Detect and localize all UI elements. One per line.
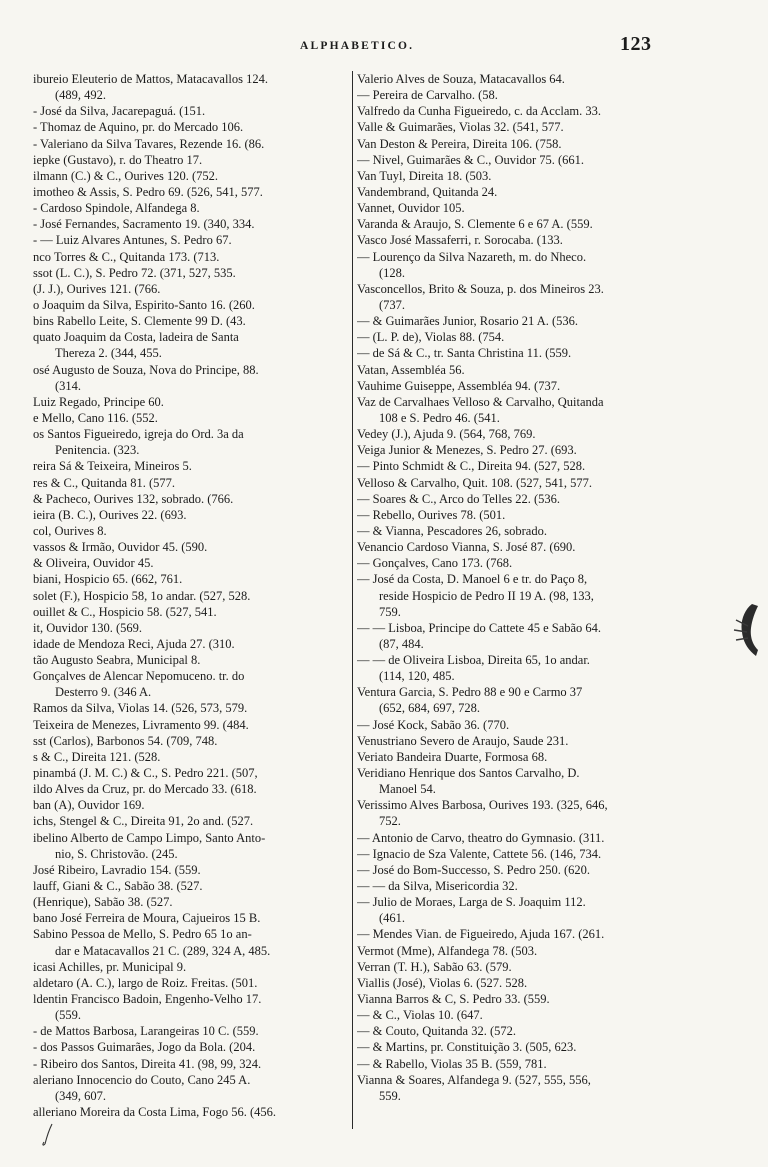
- directory-entry-line: — & Martins, pr. Constituição 3. (505, 623.: [357, 1040, 577, 1055]
- directory-entry-line: Veridiano Henrique dos Santos Carvalho, D.: [357, 766, 580, 781]
- directory-entry-line: - Valeriano da Silva Tavares, Rezende 16. (86.: [33, 136, 265, 151]
- directory-entry-line: Penitencia. (323.: [55, 443, 140, 458]
- directory-entry-line: sst (Carlos), Barbonos 54. (709, 748.: [33, 733, 218, 748]
- directory-entry-line: Vaz de Carvalhaes Velloso & Carvalho, Quitanda: [357, 394, 604, 409]
- directory-entry-line: Thereza 2. (344, 455.: [55, 346, 162, 361]
- directory-entry-line: — Rebello, Ourives 78. (501.: [357, 507, 506, 522]
- directory-entry-line: - de Mattos Barbosa, Larangeiras 10 C. (559.: [33, 1024, 259, 1039]
- directory-entry-line: - Ribeiro dos Santos, Direita 41. (98, 99, 324.: [33, 1056, 262, 1071]
- directory-entry-line: - dos Passos Guimarães, Jogo da Bola. (204.: [33, 1040, 256, 1055]
- directory-entry-line: (314.: [55, 378, 82, 393]
- directory-entry-line: — Mendes Vian. de Figueiredo, Ajuda 167. (261.: [357, 927, 605, 942]
- directory-entry-line: Van Tuyl, Direita 18. (503.: [357, 168, 492, 183]
- directory-entry-line: ibureio Eleuterio de Mattos, Matacavallos 124.: [33, 72, 269, 86]
- directory-entry-line: - José Fernandes, Sacramento 19. (340, 334.: [33, 217, 255, 232]
- directory-entry-line: Venancio Cardoso Vianna, S. José 87. (690.: [357, 540, 576, 555]
- directory-entry-line: (114, 120, 485.: [379, 669, 455, 684]
- directory-entry-line: — & Rabello, Violas 35 B. (559, 781.: [357, 1056, 547, 1071]
- directory-entry-line: - Cardoso Spindole, Alfandega 8.: [33, 201, 200, 216]
- directory-entry-line: it, Ouvidor 130. (569.: [33, 620, 143, 635]
- directory-entry-line: — de Sá & C., tr. Santa Christina 11. (559.: [357, 346, 572, 361]
- directory-entry-line: Verran (T. H.), Sabão 63. (579.: [357, 959, 512, 974]
- directory-entry-line: Van Deston & Pereira, Direita 106. (758.: [357, 136, 562, 151]
- directory-entry-line: Valfredo da Cunha Figueiredo, c. da Acclam. 33.: [357, 104, 602, 119]
- directory-entry-line: Veriato Bandeira Duarte, Formosa 68.: [357, 749, 548, 764]
- directory-entry-line: Verissimo Alves Barbosa, Ourives 193. (325, 646,: [357, 798, 608, 813]
- directory-entry-line: Ventura Garcia, S. Pedro 88 e 90 e Carmo 37: [357, 685, 583, 700]
- directory-entry-line: — José Kock, Sabão 36. (770.: [357, 717, 510, 732]
- directory-entry-line: Vannet, Ouvidor 105.: [357, 201, 465, 216]
- directory-entry-line: (Henrique), Sabão 38. (527.: [33, 895, 173, 910]
- directory-entry-line: & Oliveira, Ouvidor 45.: [33, 556, 154, 571]
- directory-entry-line: (87, 484.: [379, 636, 424, 651]
- directory-entry-line: reside Hospicio de Pedro II 19 A. (98, 133,: [379, 588, 594, 603]
- directory-entry-line: — & C., Violas 10. (647.: [357, 1008, 483, 1023]
- directory-entry-line: col, Ourives 8.: [33, 523, 107, 538]
- margin-ink-blot: [730, 600, 760, 660]
- directory-entry-line: — Nivel, Guimarães & C., Ouvidor 75. (661.: [357, 152, 585, 167]
- directory-entry-line: 752.: [379, 814, 401, 829]
- directory-entry-line: Vianna Barros & C, S. Pedro 33. (559.: [357, 992, 550, 1007]
- directory-entry-line: Valle & Guimarães, Violas 32. (541, 577.: [357, 120, 564, 135]
- directory-entry-line: (652, 684, 697, 728.: [379, 701, 481, 716]
- directory-entry-line: ichs, Stengel & C., Direita 91, 2o and. (527.: [33, 814, 254, 829]
- directory-entry-line: — José do Bom-Successo, S. Pedro 250. (620.: [357, 862, 590, 877]
- directory-entry-line: nco Torres & C., Quitanda 173. (713.: [33, 249, 220, 264]
- directory-entry-line: reira Sá & Teixeira, Mineiros 5.: [33, 459, 192, 474]
- directory-entry-line: Valerio Alves de Souza, Matacavallos 64.: [357, 72, 565, 86]
- directory-entry-line: (349, 607.: [55, 1088, 107, 1103]
- directory-entry-line: s & C., Direita 121. (528.: [33, 749, 161, 764]
- directory-entry-line: ilmann (C.) & C., Ourives 120. (752.: [33, 168, 219, 183]
- directory-entry-line: — Julio de Moraes, Larga de S. Joaquim 112.: [357, 895, 586, 910]
- directory-entry-line: ildo Alves da Cruz, pr. do Mercado 33. (618.: [33, 782, 257, 797]
- directory-entry-line: (461.: [379, 911, 406, 926]
- directory-entry-line: Vianna & Soares, Alfandega 9. (527, 555, 556,: [357, 1072, 591, 1087]
- directory-entry-line: ldentin Francisco Badoin, Engenho-Velho 17.: [33, 992, 262, 1007]
- directory-entry-line: — & Guimarães Junior, Rosario 21 A. (536.: [357, 314, 579, 329]
- directory-entry-line: — Pinto Schmidt & C., Direita 94. (527, 528.: [357, 459, 586, 474]
- directory-entry-line: — Lourenço da Silva Nazareth, m. do Nheco.: [357, 249, 587, 264]
- directory-entry-line: imotheo & Assis, S. Pedro 69. (526, 541, 577.: [33, 184, 263, 199]
- directory-entry-line: - José da Silva, Jacarepaguá. (151.: [33, 104, 206, 119]
- directory-entry-line: Velloso & Carvalho, Quit. 108. (527, 541, 577.: [357, 475, 593, 490]
- directory-entry-line: 759.: [379, 604, 401, 619]
- directory-entry-line: (J. J.), Ourives 121. (766.: [33, 281, 161, 296]
- directory-entry-line: — Soares & C., Arco do Telles 22. (536.: [357, 491, 561, 506]
- directory-entry-line: dar e Matacavallos 21 C. (289, 324 A, 485.: [55, 943, 271, 958]
- directory-entry-line: - — Luiz Alvares Antunes, S. Pedro 67.: [33, 233, 232, 248]
- directory-entry-line: tão Augusto Seabra, Municipal 8.: [33, 653, 201, 668]
- directory-entry-line: nio, S. Christovão. (245.: [55, 846, 178, 861]
- directory-entry-line: aldetaro (A. C.), largo de Roiz. Freitas. (501.: [33, 975, 258, 990]
- directory-entry-line: ouillet & C., Hospicio 58. (527, 541.: [33, 604, 217, 619]
- directory-entry-line: José Ribeiro, Lavradio 154. (559.: [33, 862, 201, 877]
- directory-entry-line: Vasco José Massaferri, r. Sorocaba. (133.: [357, 233, 563, 248]
- directory-entry-line: pinambá (J. M. C.) & C., S. Pedro 221. (507,: [33, 766, 258, 781]
- directory-entry-line: Vatan, Assembléa 56.: [357, 362, 465, 377]
- directory-entry-line: (737.: [379, 297, 406, 312]
- directory-entry-line: 559.: [379, 1088, 401, 1103]
- directory-entry-line: — Ignacio de Sza Valente, Cattete 56. (146, 734.: [357, 846, 602, 861]
- directory-entry-line: Varanda & Araujo, S. Clemente 6 e 67 A. (559.: [357, 217, 593, 232]
- directory-entry-line: quato Joaquim da Costa, ladeira de Santa: [33, 330, 239, 345]
- directory-entry-line: res & C., Quitanda 81. (577.: [33, 475, 175, 490]
- directory-entry-line: Viallis (José), Violas 6. (527. 528.: [357, 975, 528, 990]
- directory-entry-line: (128.: [379, 265, 406, 280]
- directory-entry-line: icasi Achilles, pr. Municipal 9.: [33, 959, 187, 974]
- directory-entry-line: ban (A), Ouvidor 169.: [33, 798, 145, 813]
- directory-entry-line: — — da Silva, Misericordia 32.: [357, 879, 518, 894]
- directory-entry-line: — José da Costa, D. Manoel 6 e tr. do Paço 8,: [357, 572, 588, 587]
- directory-entry-line: Veiga Junior & Menezes, S. Pedro 27. (693.: [357, 443, 577, 458]
- page-number: 123: [620, 33, 652, 55]
- directory-entry-line: Vandembrand, Quitanda 24.: [357, 184, 498, 199]
- directory-entry-line: — & Vianna, Pescadores 26, sobrado.: [357, 523, 547, 538]
- directory-entry-line: — & Couto, Quitanda 32. (572.: [357, 1024, 517, 1039]
- directory-entry-line: Gonçalves de Alencar Nepomuceno. tr. do: [33, 669, 245, 684]
- directory-entry-line: Desterro 9. (346 A.: [55, 685, 152, 700]
- left-column: [33, 71, 350, 1120]
- directory-entry-line: bins Rabello Leite, S. Clemente 99 D. (43.: [33, 314, 246, 329]
- directory-entry-line: Ramos da Silva, Violas 14. (526, 573, 579.: [33, 701, 248, 716]
- directory-entry-line: Teixeira de Menezes, Livramento 99. (484.: [33, 717, 249, 732]
- directory-entry-line: — Gonçalves, Cano 173. (768.: [357, 556, 513, 571]
- directory-entry-line: o Joaquim da Silva, Espirito-Santo 16. (260.: [33, 297, 255, 312]
- directory-entry-line: & Pacheco, Ourives 132, sobrado. (766.: [33, 491, 234, 506]
- directory-entry-line: Vasconcellos, Brito & Souza, p. dos Mineiros 23.: [357, 281, 604, 296]
- column-divider: [352, 71, 353, 1129]
- directory-entry-line: ibelino Alberto de Campo Limpo, Santo Anto-: [33, 830, 266, 845]
- directory-entry-line: biani, Hospicio 65. (662, 761.: [33, 572, 183, 587]
- directory-entry-line: — — de Oliveira Lisboa, Direita 65, 1o andar.: [357, 653, 590, 668]
- directory-entry-line: osé Augusto de Souza, Nova do Principe, 88.: [33, 362, 259, 377]
- directory-entry-line: Manoel 54.: [379, 782, 436, 797]
- directory-entry-line: alleriano Moreira da Costa Lima, Fogo 56. (456.: [33, 1105, 276, 1119]
- directory-entry-line: os Santos Figueiredo, igreja do Ord. 3a da: [33, 427, 244, 442]
- directory-entry-line: aleriano Innocencio do Couto, Cano 245 A.: [33, 1072, 251, 1087]
- directory-entry-line: Sabino Pessoa de Mello, S. Pedro 65 1o an-: [33, 927, 252, 942]
- directory-entry-line: vassos & Irmão, Ouvidor 45. (590.: [33, 540, 208, 555]
- directory-entry-line: Venustriano Severo de Araujo, Saude 231.: [357, 733, 569, 748]
- directory-entry-line: (559.: [55, 1008, 82, 1023]
- directory-entry-line: — Pereira de Carvalho. (58.: [357, 88, 498, 103]
- running-header: ALPHABETICO.: [300, 40, 415, 52]
- directory-entry-line: lauff, Giani & C., Sabão 38. (527.: [33, 879, 203, 894]
- directory-entry-line: solet (F.), Hospicio 58, 1o andar. (527, 528.: [33, 588, 251, 603]
- directory-entry-line: e Mello, Cano 116. (552.: [33, 410, 158, 425]
- directory-entry-line: Vedey (J.), Ajuda 9. (564, 768, 769.: [357, 427, 536, 442]
- right-column: [357, 71, 673, 1104]
- directory-entry-line: — — Lisboa, Principe do Cattete 45 e Sabão 64.: [357, 620, 602, 635]
- directory-entry-line: Vauhime Guiseppe, Assembléa 94. (737.: [357, 378, 561, 393]
- pen-mark-icon: [40, 1122, 56, 1148]
- directory-entry-line: bano José Ferreira de Moura, Cajueiros 15 B.: [33, 911, 261, 926]
- directory-entry-line: iepke (Gustavo), r. do Theatro 17.: [33, 152, 203, 167]
- directory-entry-line: - Thomaz de Aquino, pr. do Mercado 106.: [33, 120, 244, 135]
- directory-entry-line: — Antonio de Carvo, theatro do Gymnasio. (311.: [357, 830, 605, 845]
- directory-entry-line: (489, 492.: [55, 88, 107, 103]
- directory-entry-line: 108 e S. Pedro 46. (541.: [379, 410, 500, 425]
- directory-entry-line: ssot (L. C.), S. Pedro 72. (371, 527, 535.: [33, 265, 236, 280]
- directory-entry-line: ieira (B. C.), Ourives 22. (693.: [33, 507, 187, 522]
- directory-entry-line: idade de Mendoza Reci, Ajuda 27. (310.: [33, 636, 235, 651]
- directory-entry-line: Vermot (Mme), Alfandega 78. (503.: [357, 943, 538, 958]
- directory-entry-line: Luiz Regado, Principe 60.: [33, 394, 164, 409]
- directory-entry-line: — (L. P. de), Violas 88. (754.: [357, 330, 505, 345]
